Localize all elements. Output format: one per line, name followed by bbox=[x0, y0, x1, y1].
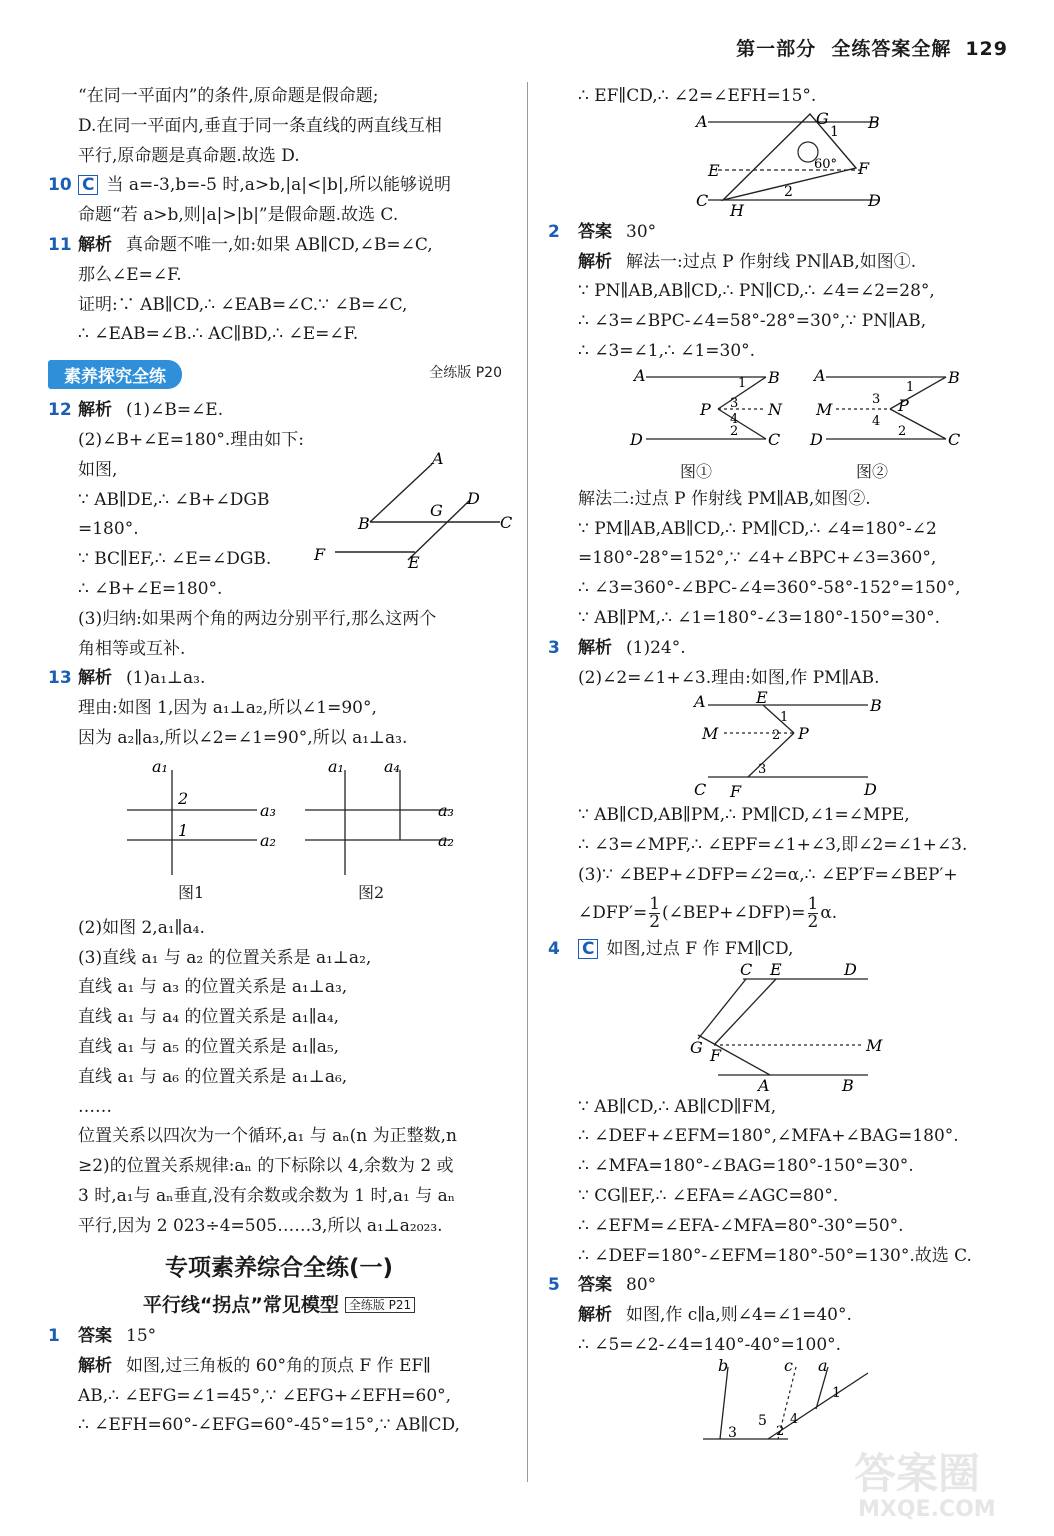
svg-text:E: E bbox=[408, 552, 420, 572]
text-line: (3)∵ ∠BEP+∠DFP=∠2=α,∴ ∠EP′F=∠BEP′+ bbox=[578, 864, 958, 885]
text-line: ≥2)的位置关系规律:aₙ 的下标除以 4,余数为 2 或 bbox=[78, 1156, 454, 1177]
p3-formula-line bbox=[548, 891, 1018, 935]
svg-text:M: M bbox=[816, 399, 833, 419]
text-line: (2)∠B+∠E=180°.理由如下: bbox=[78, 429, 305, 450]
analysis-tag: 解析 bbox=[578, 251, 612, 272]
q12-block bbox=[48, 448, 513, 605]
text-line: ∴ ∠B+∠E=180°. bbox=[78, 578, 223, 599]
text-line: =180°. bbox=[78, 519, 139, 540]
p3-figure bbox=[688, 688, 898, 802]
q13-figures bbox=[48, 754, 510, 914]
text-line: ∴ ∠EFH=60°-∠EFG=60°-45°=15°,∵ AB∥CD, bbox=[78, 1415, 460, 1436]
text-segment: (∠BEP+∠DFP)= bbox=[662, 902, 806, 923]
svg-text:2: 2 bbox=[730, 423, 739, 439]
svg-text:c: c bbox=[784, 1355, 793, 1375]
fraction-half bbox=[807, 893, 819, 932]
svg-text:A: A bbox=[432, 448, 444, 468]
analysis-tag: 解析 bbox=[78, 400, 112, 421]
svg-text:P: P bbox=[798, 724, 809, 744]
svg-text:1: 1 bbox=[832, 1384, 841, 1401]
text-line: 那么∠E=∠F. bbox=[78, 264, 182, 285]
text-line: 如图,过三角板的 60°角的顶点 F 作 EF∥ bbox=[126, 1355, 432, 1376]
svg-text:1: 1 bbox=[830, 123, 839, 140]
text-line: (1)∠B=∠E. bbox=[126, 400, 224, 421]
question-13 bbox=[48, 664, 510, 694]
answer-badge: C bbox=[578, 939, 598, 959]
text-line: 如图, bbox=[78, 459, 118, 480]
text-line: 直线 a₁ 与 a₅ 的位置关系是 a₁∥a₅, bbox=[78, 1036, 340, 1057]
text-line: 当 a=-3,b=-5 时,a>b,|a|<|b|,所以能够说明 bbox=[106, 175, 451, 196]
question-number: 11 bbox=[48, 234, 72, 255]
question-number: 3 bbox=[548, 637, 560, 658]
text-line: (2)如图 2,a₁∥a₄. bbox=[78, 917, 205, 938]
text-line: ∴ ∠EAB=∠B.∴ AC∥BD,∴ ∠E=∠F. bbox=[78, 324, 359, 345]
svg-text:A: A bbox=[694, 692, 706, 712]
q12-figure bbox=[310, 448, 513, 582]
header-part: 全练答案全解 bbox=[831, 38, 952, 60]
watermark-logo bbox=[844, 1442, 1034, 1522]
question-number: 13 bbox=[48, 668, 72, 689]
answer-value: 80° bbox=[626, 1275, 657, 1296]
text-line: 如图,过点 F 作 FM∥CD, bbox=[606, 938, 794, 959]
text-line: 直线 a₁ 与 a₃ 的位置关系是 a₁⊥a₃, bbox=[78, 977, 348, 998]
problem-1 bbox=[48, 1322, 510, 1352]
text-line: ∵ AB∥DE,∴ ∠B+∠DGB bbox=[78, 489, 270, 510]
problem-2-analysis bbox=[548, 248, 1018, 278]
text-line: ∵ PM∥AB,AB∥CD,∴ PM∥CD,∴ ∠4=180°-∠2 bbox=[578, 518, 937, 539]
svg-text:a₃: a₃ bbox=[260, 800, 276, 820]
svg-text:M: M bbox=[866, 1035, 883, 1055]
text-line: 平行,原命题是真命题.故选 D. bbox=[78, 145, 300, 166]
question-10 bbox=[48, 171, 510, 201]
subtitle-text: 平行线“拐点”常见模型 bbox=[142, 1293, 339, 1316]
svg-text:G: G bbox=[816, 108, 829, 128]
watermark-domain: MXQE.COM bbox=[858, 1497, 996, 1522]
problem-4 bbox=[548, 935, 1018, 965]
svg-text:3: 3 bbox=[728, 1424, 737, 1441]
text-line: 3 时,a₁与 aₙ垂直,没有余数或余数为 1 时,a₁ 与 aₙ bbox=[78, 1185, 456, 1206]
question-number: 5 bbox=[548, 1275, 560, 1296]
svg-text:a₂: a₂ bbox=[438, 830, 454, 850]
text-line: (3)直线 a₁ 与 a₂ 的位置关系是 a₁⊥a₂, bbox=[78, 947, 372, 968]
svg-text:C: C bbox=[768, 429, 781, 449]
svg-text:a₂: a₂ bbox=[260, 830, 276, 850]
svg-text:1: 1 bbox=[780, 710, 789, 726]
problem-3 bbox=[548, 634, 1018, 664]
svg-text:M: M bbox=[702, 724, 719, 744]
svg-text:4: 4 bbox=[790, 1411, 799, 1427]
text-line: 因为 a₂∥a₃,所以∠2=∠1=90°,所以 a₁⊥a₃. bbox=[78, 727, 408, 748]
text-line: ∴ ∠3=∠MPF,∴ ∠EPF=∠1+∠3,即∠2=∠1+∠3. bbox=[578, 835, 968, 856]
text-line: ∴ ∠3=∠BPC-∠4=58°-28°=30°,∵ PN∥AB, bbox=[578, 311, 927, 332]
svg-text:G: G bbox=[430, 500, 443, 520]
text-line: 角相等或互补. bbox=[78, 638, 186, 659]
text-line: ∴ ∠MFA=180°-∠BAG=180°-150°=30°. bbox=[578, 1156, 914, 1177]
svg-text:B: B bbox=[358, 513, 370, 533]
text-line: 命题“若 a>b,则|a|>|b|”是假命题.故选 C. bbox=[78, 205, 399, 226]
svg-text:4: 4 bbox=[872, 413, 881, 429]
answer-badge: C bbox=[78, 175, 98, 195]
text-line: 如图,作 c∥a,则∠4=∠1=40°. bbox=[626, 1305, 852, 1326]
p5-figure bbox=[698, 1355, 878, 1445]
svg-text:D: D bbox=[864, 780, 877, 800]
column-divider bbox=[527, 82, 528, 1482]
p1-figure bbox=[688, 108, 888, 220]
svg-text:1: 1 bbox=[178, 820, 189, 840]
svg-text:C: C bbox=[696, 190, 709, 210]
svg-text:60°: 60° bbox=[814, 156, 838, 172]
svg-text:N: N bbox=[768, 399, 782, 419]
special-section-title: 专项素养综合全练(一) bbox=[164, 1254, 394, 1281]
svg-text:4: 4 bbox=[730, 411, 739, 427]
svg-text:b: b bbox=[718, 1355, 729, 1375]
svg-text:B: B bbox=[870, 696, 882, 716]
section-banner bbox=[48, 356, 510, 392]
text-line: 位置关系以四次为一个循环,a₁ 与 aₙ(n 为正整数,n bbox=[78, 1126, 457, 1147]
problem-5 bbox=[548, 1271, 1018, 1301]
answer-value: 15° bbox=[126, 1326, 157, 1347]
svg-text:C: C bbox=[694, 780, 707, 800]
svg-text:2: 2 bbox=[776, 1423, 785, 1439]
svg-text:2: 2 bbox=[784, 183, 793, 200]
analysis-tag: 解析 bbox=[78, 668, 112, 689]
text-line: =180°-28°=152°,∵ ∠4+∠BPC+∠3=360°, bbox=[578, 548, 937, 569]
figure-a-caption: 图① bbox=[680, 461, 713, 481]
svg-text:C: C bbox=[948, 429, 961, 449]
text-line: ∴ ∠DEF+∠EFM=180°,∠MFA+∠BAG=180°. bbox=[578, 1126, 959, 1147]
svg-text:D: D bbox=[630, 429, 643, 449]
question-number: 2 bbox=[548, 221, 560, 242]
text-line: AB,∴ ∠EFG=∠1=45°,∵ ∠EFG+∠EFH=60°, bbox=[78, 1385, 452, 1406]
text-line: ∴ EF∥CD,∴ ∠2=∠EFH=15°. bbox=[578, 86, 817, 106]
text-line: 平行,因为 2 023÷4=505……3,所以 a₁⊥a₂₀₂₃. bbox=[78, 1215, 443, 1236]
question-12 bbox=[48, 396, 510, 426]
svg-text:A: A bbox=[634, 365, 646, 385]
question-number: 4 bbox=[548, 938, 560, 959]
svg-text:B: B bbox=[868, 112, 880, 132]
problem-2 bbox=[548, 218, 1018, 248]
answer-tag: 答案 bbox=[78, 1326, 112, 1347]
svg-text:3: 3 bbox=[758, 762, 767, 778]
text-line: ∵ PN∥AB,AB∥CD,∴ PN∥CD,∴ ∠4=∠2=28°, bbox=[578, 281, 935, 302]
figure-2-caption: 图2 bbox=[358, 882, 385, 902]
text-line: D.在同一平面内,垂直于同一条直线的两直线互相 bbox=[78, 115, 442, 136]
figure-a bbox=[626, 367, 796, 457]
svg-text:C: C bbox=[500, 512, 513, 532]
fraction-numerator: 1 bbox=[807, 893, 819, 914]
fraction-half bbox=[649, 893, 661, 932]
text-line: “在同一平面内”的条件,原命题是假命题; bbox=[78, 86, 379, 106]
svg-text:C: C bbox=[740, 959, 753, 979]
text-line: ∵ BC∥EF,∴ ∠E=∠DGB. bbox=[78, 549, 272, 570]
figure-1-caption: 图1 bbox=[178, 882, 205, 902]
question-number: 12 bbox=[48, 400, 72, 421]
text-line: ∴ ∠3=360°-∠BPC-∠4=360°-58°-152°=150°, bbox=[578, 578, 961, 599]
fraction-denominator: 2 bbox=[807, 911, 819, 932]
text-line: 直线 a₁ 与 a₄ 的位置关系是 a₁∥a₄, bbox=[78, 1007, 340, 1028]
svg-text:a₁: a₁ bbox=[152, 756, 168, 776]
svg-text:5: 5 bbox=[758, 1412, 767, 1429]
svg-text:1: 1 bbox=[906, 379, 915, 395]
text-line: 解法二:过点 P 作射线 PM∥AB,如图②. bbox=[578, 488, 871, 509]
svg-text:2: 2 bbox=[898, 423, 907, 439]
text-line: ∴ ∠DEF=180°-∠EFM=180°-50°=130°.故选 C. bbox=[578, 1245, 972, 1266]
figure-2 bbox=[300, 756, 480, 880]
svg-text:a: a bbox=[818, 1355, 828, 1375]
svg-text:H: H bbox=[730, 200, 744, 220]
svg-text:3: 3 bbox=[730, 395, 739, 411]
text-line: 理由:如图 1,因为 a₁⊥a₂,所以∠1=90°, bbox=[78, 698, 377, 719]
text-line: ∵ CG∥EF,∴ ∠EFA=∠AGC=80°. bbox=[578, 1185, 839, 1206]
answer-value: 30° bbox=[626, 221, 657, 242]
figure-1 bbox=[122, 756, 292, 880]
svg-text:E: E bbox=[756, 688, 768, 708]
text-line: ∴ ∠5=∠2-∠4=140°-40°=100°. bbox=[578, 1334, 842, 1355]
text-line: (1)a₁⊥a₃. bbox=[126, 668, 206, 689]
text-segment: α. bbox=[820, 902, 838, 923]
banner-label: 素养探究全练 bbox=[48, 360, 182, 389]
svg-text:B: B bbox=[768, 367, 780, 387]
answer-tag: 答案 bbox=[578, 221, 612, 242]
left-column bbox=[48, 82, 513, 1441]
svg-text:E: E bbox=[708, 160, 720, 180]
text-line: 真命题不唯一,如:如果 AB∥CD,∠B=∠C, bbox=[126, 234, 433, 255]
analysis-tag: 解析 bbox=[578, 1305, 612, 1326]
text-line: (2)∠2=∠1+∠3.理由:如图,作 PM∥AB. bbox=[578, 667, 880, 688]
text-line: 证明:∵ AB∥CD,∴ ∠EAB=∠C.∵ ∠B=∠C, bbox=[78, 294, 408, 315]
svg-text:a₃: a₃ bbox=[438, 800, 454, 820]
page-number: 129 bbox=[965, 38, 1008, 60]
svg-text:D: D bbox=[810, 429, 823, 449]
svg-text:D: D bbox=[467, 488, 480, 508]
text-line: ∴ ∠EFM=∠EFA-∠MFA=80°-30°=50°. bbox=[578, 1215, 904, 1236]
svg-text:F: F bbox=[710, 1045, 722, 1065]
text-line: ∵ AB∥PM,∴ ∠1=180°-∠3=180°-150°=30°. bbox=[578, 607, 941, 628]
answer-tag: 答案 bbox=[578, 1275, 612, 1296]
text-segment: ∠DFP′= bbox=[578, 902, 648, 923]
page-header bbox=[736, 34, 1008, 61]
fraction-denominator: 2 bbox=[649, 911, 661, 932]
watermark-title: 答案圈 bbox=[854, 1449, 981, 1498]
analysis-tag: 解析 bbox=[78, 234, 112, 255]
svg-text:D: D bbox=[868, 190, 881, 210]
svg-text:F: F bbox=[858, 158, 870, 178]
text-line: ∴ ∠3=∠1,∴ ∠1=30°. bbox=[578, 340, 756, 361]
text-line: (1)24°. bbox=[626, 637, 686, 658]
text-line: …… bbox=[78, 1096, 112, 1117]
fraction-numerator: 1 bbox=[649, 893, 661, 914]
header-section: 第一部分 bbox=[736, 38, 817, 60]
text-line: ∵ AB∥CD,AB∥PM,∴ PM∥CD,∠1=∠MPE, bbox=[578, 805, 910, 826]
svg-text:a₄: a₄ bbox=[384, 756, 400, 776]
svg-text:3: 3 bbox=[872, 391, 881, 407]
svg-text:G: G bbox=[690, 1037, 703, 1057]
svg-text:a₁: a₁ bbox=[328, 756, 344, 776]
svg-text:E: E bbox=[770, 959, 782, 979]
svg-text:F: F bbox=[730, 782, 742, 802]
svg-text:2: 2 bbox=[178, 788, 189, 808]
right-column bbox=[548, 82, 1018, 1445]
figure-b-caption: 图② bbox=[856, 461, 889, 481]
text-line: 解法一:过点 P 作射线 PN∥AB,如图①. bbox=[626, 251, 917, 272]
question-number: 1 bbox=[48, 1326, 60, 1347]
banner-ref: 全练版 P20 bbox=[429, 365, 502, 382]
svg-text:A: A bbox=[758, 1075, 770, 1095]
figure-b bbox=[806, 367, 976, 457]
text-line: 直线 a₁ 与 a₆ 的位置关系是 a₁⊥a₆, bbox=[78, 1066, 348, 1087]
problem-5-analysis bbox=[548, 1301, 1018, 1331]
svg-text:2: 2 bbox=[772, 728, 781, 744]
question-number: 10 bbox=[48, 175, 72, 196]
p4-figure bbox=[688, 959, 898, 1095]
svg-text:D: D bbox=[844, 959, 857, 979]
svg-text:P: P bbox=[700, 399, 711, 419]
svg-text:A: A bbox=[814, 365, 826, 385]
text-line: ∵ AB∥CD,∴ AB∥CD∥FM, bbox=[578, 1096, 777, 1117]
analysis-tag: 解析 bbox=[578, 637, 612, 658]
svg-text:F: F bbox=[314, 544, 326, 564]
svg-text:P: P bbox=[898, 395, 909, 415]
subtitle-ref: 全练版 P21 bbox=[345, 1297, 415, 1313]
analysis-tag: 解析 bbox=[78, 1355, 112, 1376]
svg-text:A: A bbox=[696, 111, 708, 131]
problem-1-analysis bbox=[48, 1352, 510, 1382]
svg-text:B: B bbox=[948, 367, 960, 387]
p2-figures bbox=[548, 367, 1018, 485]
svg-text:B: B bbox=[842, 1075, 854, 1095]
text-line: (3)归纳:如果两个角的两边分别平行,那么这两个 bbox=[78, 608, 437, 629]
svg-text:1: 1 bbox=[738, 375, 747, 391]
special-section-subtitle bbox=[48, 1288, 510, 1323]
question-11 bbox=[48, 231, 510, 261]
